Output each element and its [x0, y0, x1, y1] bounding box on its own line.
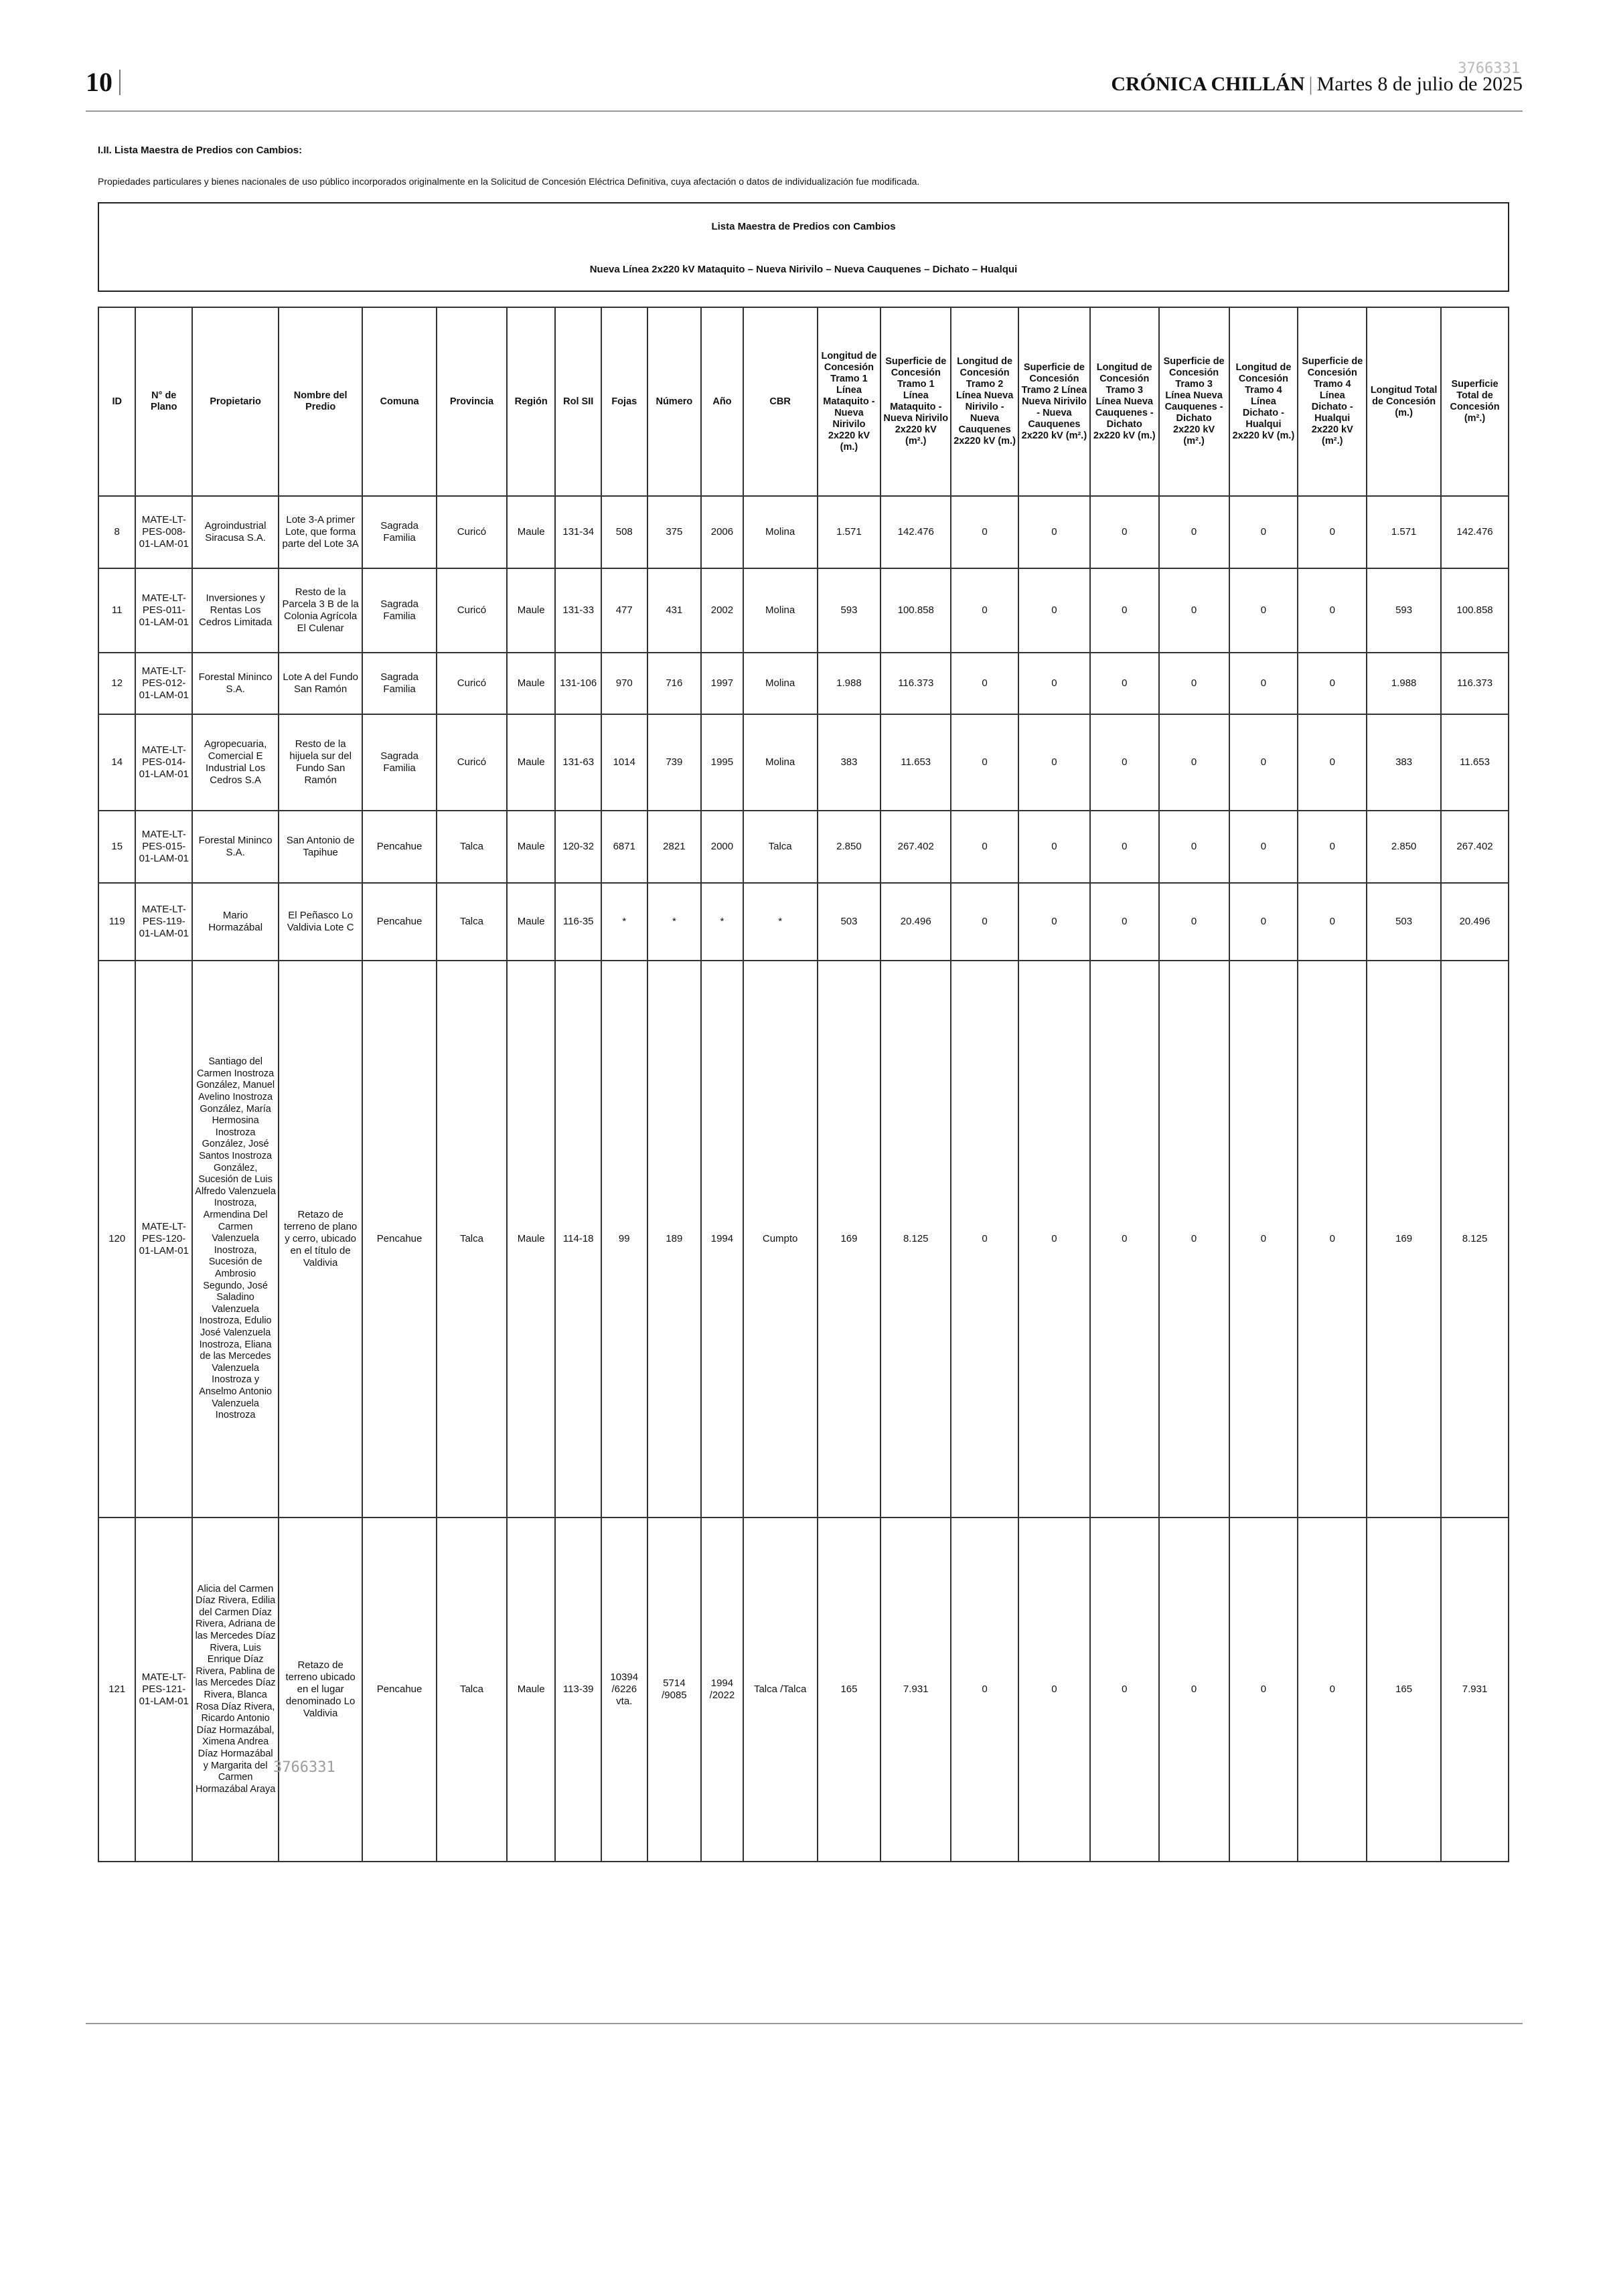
- table-cell: 11.653: [881, 714, 951, 811]
- table-cell: Pencahue: [362, 883, 437, 961]
- table-cell: Sagrada Familia: [362, 714, 437, 811]
- table-cell: Agropecuaria, Comercial E Industrial Los Cedros S.A: [192, 714, 279, 811]
- table-cell: Talca: [743, 811, 818, 883]
- watermark-top: 3766331: [1458, 60, 1520, 77]
- table-cell: 431: [647, 568, 702, 653]
- column-header: Superficie de Concesión Tramo 1 Línea Mataquito - Nueva Nirivilo 2x220 kV (m².): [881, 307, 951, 496]
- column-header: Comuna: [362, 307, 437, 496]
- table-cell: Molina: [743, 496, 818, 568]
- table-cell: 0: [1159, 1518, 1229, 1862]
- table-cell: Maule: [507, 883, 556, 961]
- table-row: [98, 568, 1509, 653]
- table-cell: Maule: [507, 1518, 556, 1862]
- column-header: N° de Plano: [135, 307, 192, 496]
- table-cell: 0: [1298, 811, 1367, 883]
- table-cell: 2.850: [818, 811, 881, 883]
- table-row: [98, 653, 1509, 714]
- table-cell: Talca: [437, 1518, 507, 1862]
- table-cell: 131-63: [555, 714, 601, 811]
- table-row: [98, 961, 1509, 1518]
- table-cell: 0: [1018, 883, 1090, 961]
- table-cell: 0: [1298, 1518, 1367, 1862]
- table-cell: Molina: [743, 653, 818, 714]
- table-cell: 0: [1018, 568, 1090, 653]
- table-cell: Retazo de terreno de plano y cerro, ubicado en el título de Valdivia: [279, 961, 362, 1518]
- table-cell: 189: [647, 961, 702, 1518]
- table-cell: 131-33: [555, 568, 601, 653]
- table-cell: 169: [1367, 961, 1441, 1518]
- table-cell: 0: [1090, 961, 1159, 1518]
- table-cell: 0: [1018, 961, 1090, 1518]
- publication-date: Martes 8 de julio de 2025: [1316, 73, 1523, 95]
- table-cell: Pencahue: [362, 1518, 437, 1862]
- table-subtitle: Nueva Línea 2x220 kV Mataquito – Nueva Nirivilo – Nueva Cauquenes – Dichato – Hualqui: [589, 264, 1018, 275]
- section-title: I.II. Lista Maestra de Predios con Cambios:: [98, 145, 303, 156]
- table-cell: 131-34: [555, 496, 601, 568]
- column-header: Longitud Total de Concesión (m.): [1367, 307, 1441, 496]
- table-cell: Curicó: [437, 568, 507, 653]
- table-cell: 0: [1090, 714, 1159, 811]
- table-cell: 739: [647, 714, 702, 811]
- table-cell: 2006: [701, 496, 743, 568]
- table-cell: Curicó: [437, 653, 507, 714]
- table-cell: 10394 /6226 vta.: [601, 1518, 647, 1862]
- column-header: Longitud de Concesión Tramo 1 Línea Mataquito - Nueva Nirivilo 2x220 kV (m.): [818, 307, 881, 496]
- table-cell: 0: [1090, 496, 1159, 568]
- table-title: Lista Maestra de Predios con Cambios: [711, 221, 896, 232]
- column-header: CBR: [743, 307, 818, 496]
- table-cell: 0: [1159, 653, 1229, 714]
- table-cell: 142.476: [881, 496, 951, 568]
- table-body: [98, 496, 1509, 1862]
- column-header: Rol SII: [555, 307, 601, 496]
- table-cell: Maule: [507, 653, 556, 714]
- table-cell: 1.988: [818, 653, 881, 714]
- header-divider: [119, 70, 121, 95]
- table-cell: Talca: [437, 883, 507, 961]
- table-cell: 267.402: [1441, 811, 1509, 883]
- table-cell: 11.653: [1441, 714, 1509, 811]
- table-cell: *: [601, 883, 647, 961]
- table-cell: 383: [1367, 714, 1441, 811]
- table-row: [98, 883, 1509, 961]
- table-cell: 8.125: [881, 961, 951, 1518]
- table-cell: 0: [951, 496, 1018, 568]
- table-cell: 267.402: [881, 811, 951, 883]
- table-cell: 0: [1159, 883, 1229, 961]
- column-header: Superficie Total de Concesión (m².): [1441, 307, 1509, 496]
- table-row: [98, 496, 1509, 568]
- table-cell: 14: [98, 714, 135, 811]
- table-cell: Talca /Talca: [743, 1518, 818, 1862]
- table-cell: 0: [1090, 811, 1159, 883]
- table-cell: Retazo de terreno ubicado en el lugar denominado Lo Valdivia: [279, 1518, 362, 1862]
- column-header: Superficie de Concesión Tramo 4 Línea Dichato - Hualqui 2x220 kV (m².): [1298, 307, 1367, 496]
- table-cell: Pencahue: [362, 811, 437, 883]
- watermark-overlay: 3766331: [273, 1759, 335, 1776]
- table-cell: 114-18: [555, 961, 601, 1518]
- table-cell: 8: [98, 496, 135, 568]
- table-cell: 99: [601, 961, 647, 1518]
- table-cell: 0: [1229, 811, 1298, 883]
- table-cell: 503: [1367, 883, 1441, 961]
- section-description: Propiedades particulares y bienes nacionales de uso público incorporados originalmente en la Solicitud de Concesión Eléctrica Definitiva, cuya afectación o datos de individualización fue modificada.: [98, 176, 920, 187]
- column-header: Provincia: [437, 307, 507, 496]
- table-cell: 477: [601, 568, 647, 653]
- footer-rule: [86, 2023, 1523, 2024]
- table-cell: 593: [818, 568, 881, 653]
- table-cell: 131-106: [555, 653, 601, 714]
- table-cell: MATE-LT-PES-015-01-LAM-01: [135, 811, 192, 883]
- table-cell: 383: [818, 714, 881, 811]
- table-cell: 0: [1229, 653, 1298, 714]
- table-cell: Alicia del Carmen Díaz Rivera, Edilia del Carmen Díaz Rivera, Adriana de las Mercedes Díaz Rivera, Luis Enrique Díaz Rivera, Pablina de las Mercedes Díaz Rivera, Blanca Rosa Díaz Rivera, Ricardo Antonio Díaz Hormazábal, Ximena Andrea Díaz Hormazábal y Margarita del Carmen Hormazábal Araya: [192, 1518, 279, 1862]
- table-cell: 8.125: [1441, 961, 1509, 1518]
- table-cell: Talca: [437, 961, 507, 1518]
- table-cell: *: [647, 883, 702, 961]
- table-cell: Curicó: [437, 496, 507, 568]
- table-title-box: [98, 202, 1509, 292]
- table-cell: 169: [818, 961, 881, 1518]
- table-cell: 716: [647, 653, 702, 714]
- table-cell: *: [701, 883, 743, 961]
- table-cell: Resto de la Parcela 3 B de la Colonia Agrícola El Culenar: [279, 568, 362, 653]
- table-cell: 116-35: [555, 883, 601, 961]
- header-rule: [86, 110, 1523, 112]
- table-row: [98, 714, 1509, 811]
- table-cell: 0: [1229, 883, 1298, 961]
- table-cell: 1.571: [818, 496, 881, 568]
- header-separator: |: [1308, 73, 1313, 95]
- table-header-row: [98, 307, 1509, 496]
- table-cell: 0: [1018, 653, 1090, 714]
- column-header: Longitud de Concesión Tramo 4 Línea Dichato - Hualqui 2x220 kV (m.): [1229, 307, 1298, 496]
- table-cell: Agroindustrial Siracusa S.A.: [192, 496, 279, 568]
- table-cell: 2000: [701, 811, 743, 883]
- table-cell: 12: [98, 653, 135, 714]
- table-cell: 0: [1159, 568, 1229, 653]
- table-cell: MATE-LT-PES-121-01-LAM-01: [135, 1518, 192, 1862]
- table-cell: 0: [1090, 883, 1159, 961]
- table-cell: Maule: [507, 811, 556, 883]
- table-cell: 0: [1298, 568, 1367, 653]
- table-cell: 0: [1159, 714, 1229, 811]
- table-cell: Sagrada Familia: [362, 568, 437, 653]
- table-cell: 11: [98, 568, 135, 653]
- table-cell: 1997: [701, 653, 743, 714]
- table-cell: 0: [951, 653, 1018, 714]
- table-cell: 0: [1298, 883, 1367, 961]
- table-cell: Curicó: [437, 714, 507, 811]
- column-header: Superficie de Concesión Tramo 3 Línea Nueva Cauquenes - Dichato 2x220 kV (m².): [1159, 307, 1229, 496]
- table-cell: 0: [1229, 568, 1298, 653]
- column-header: Año: [701, 307, 743, 496]
- table-cell: 0: [1018, 496, 1090, 568]
- column-header: Longitud de Concesión Tramo 3 Línea Nueva Cauquenes - Dichato 2x220 kV (m.): [1090, 307, 1159, 496]
- table-cell: Mario Hormazábal: [192, 883, 279, 961]
- table-cell: 0: [951, 961, 1018, 1518]
- table-cell: 0: [1229, 714, 1298, 811]
- column-header: Fojas: [601, 307, 647, 496]
- table-cell: 0: [951, 714, 1018, 811]
- table-cell: 119: [98, 883, 135, 961]
- table-cell: 7.931: [1441, 1518, 1509, 1862]
- table-cell: Resto de la hijuela sur del Fundo San Ramón: [279, 714, 362, 811]
- table-cell: Lote 3-A primer Lote, que forma parte del Lote 3A: [279, 496, 362, 568]
- table-cell: *: [743, 883, 818, 961]
- publication-info: [1111, 71, 1523, 98]
- table-cell: 1.571: [1367, 496, 1441, 568]
- table-cell: 2.850: [1367, 811, 1441, 883]
- table-row: [98, 1518, 1509, 1862]
- table-cell: 120: [98, 961, 135, 1518]
- table-cell: Pencahue: [362, 961, 437, 1518]
- table-cell: El Peñasco Lo Valdivia Lote C: [279, 883, 362, 961]
- table-cell: MATE-LT-PES-014-01-LAM-01: [135, 714, 192, 811]
- table-cell: 508: [601, 496, 647, 568]
- table-cell: 970: [601, 653, 647, 714]
- table-cell: 0: [1090, 568, 1159, 653]
- table-cell: Maule: [507, 568, 556, 653]
- table-cell: Sagrada Familia: [362, 653, 437, 714]
- table-cell: Maule: [507, 714, 556, 811]
- page-number: 10: [86, 67, 112, 97]
- table-cell: 0: [1090, 1518, 1159, 1862]
- publication-name: CRÓNICA CHILLÁN: [1111, 73, 1305, 95]
- table-cell: 0: [1298, 961, 1367, 1518]
- table-cell: 120-32: [555, 811, 601, 883]
- table-cell: 0: [1018, 1518, 1090, 1862]
- table-cell: San Antonio de Tapihue: [279, 811, 362, 883]
- table-cell: 6871: [601, 811, 647, 883]
- table-cell: 0: [1298, 653, 1367, 714]
- table-cell: 20.496: [1441, 883, 1509, 961]
- table-cell: 0: [951, 883, 1018, 961]
- table-cell: 15: [98, 811, 135, 883]
- table-cell: 0: [951, 1518, 1018, 1862]
- table-cell: 116.373: [881, 653, 951, 714]
- table-cell: 0: [1298, 496, 1367, 568]
- table-cell: Molina: [743, 568, 818, 653]
- table-cell: 2002: [701, 568, 743, 653]
- table-cell: 0: [1229, 1518, 1298, 1862]
- table-cell: Molina: [743, 714, 818, 811]
- table-cell: 375: [647, 496, 702, 568]
- table-row: [98, 811, 1509, 883]
- table-cell: 1994 /2022: [701, 1518, 743, 1862]
- table-cell: 0: [1229, 496, 1298, 568]
- table-cell: Inversiones y Rentas Los Cedros Limitada: [192, 568, 279, 653]
- table-cell: 0: [1298, 714, 1367, 811]
- table-cell: 0: [1159, 811, 1229, 883]
- table-cell: 20.496: [881, 883, 951, 961]
- table-cell: Sagrada Familia: [362, 496, 437, 568]
- column-header: Superficie de Concesión Tramo 2 Línea Nueva Nirivilo - Nueva Cauquenes 2x220 kV (m².): [1018, 307, 1090, 496]
- table-cell: 7.931: [881, 1518, 951, 1862]
- table-cell: Forestal Mininco S.A.: [192, 811, 279, 883]
- table-cell: 0: [1018, 714, 1090, 811]
- table-cell: MATE-LT-PES-011-01-LAM-01: [135, 568, 192, 653]
- table-cell: Forestal Mininco S.A.: [192, 653, 279, 714]
- table-cell: MATE-LT-PES-120-01-LAM-01: [135, 961, 192, 1518]
- column-header: Propietario: [192, 307, 279, 496]
- table-cell: 593: [1367, 568, 1441, 653]
- table-cell: 0: [1159, 961, 1229, 1518]
- table-cell: 0: [1159, 496, 1229, 568]
- table-cell: 165: [818, 1518, 881, 1862]
- table-cell: 165: [1367, 1518, 1441, 1862]
- table-cell: Talca: [437, 811, 507, 883]
- table-cell: Santiago del Carmen Inostroza González, Manuel Avelino Inostroza González, María Hermosina Inostroza González, José Santos Inostroza González, Sucesión de Luis Alfredo Valenzuela Inostroza, Armendina Del Carmen Valenzuela Inostroza, Sucesión de Ambrosio Segundo, José Saladino Valenzuela Inostroza, Edulio José Valenzuela Inostroza, Eliana de las Mercedes Valenzuela Inostroza y Anselmo Antonio Valenzuela Inostroza: [192, 961, 279, 1518]
- table-cell: Lote A del Fundo San Ramón: [279, 653, 362, 714]
- table-cell: 0: [1090, 653, 1159, 714]
- table-cell: Maule: [507, 961, 556, 1518]
- column-header: Longitud de Concesión Tramo 2 Línea Nueva Nirivilo - Nueva Cauquenes 2x220 kV (m.): [951, 307, 1018, 496]
- table-cell: 0: [1229, 961, 1298, 1518]
- column-header: Número: [647, 307, 702, 496]
- table-cell: Maule: [507, 496, 556, 568]
- table-cell: 1.988: [1367, 653, 1441, 714]
- table-cell: MATE-LT-PES-012-01-LAM-01: [135, 653, 192, 714]
- table-cell: 0: [1018, 811, 1090, 883]
- table-cell: 1014: [601, 714, 647, 811]
- table-cell: 121: [98, 1518, 135, 1862]
- table-cell: 1995: [701, 714, 743, 811]
- table-cell: 2821: [647, 811, 702, 883]
- table-cell: 503: [818, 883, 881, 961]
- table-cell: Cumpto: [743, 961, 818, 1518]
- table-cell: 113-39: [555, 1518, 601, 1862]
- table-cell: 116.373: [1441, 653, 1509, 714]
- column-header: Nombre del Predio: [279, 307, 362, 496]
- column-header: ID: [98, 307, 135, 496]
- table-cell: 0: [951, 811, 1018, 883]
- table-cell: MATE-LT-PES-119-01-LAM-01: [135, 883, 192, 961]
- table-cell: 5714 /9085: [647, 1518, 702, 1862]
- table-cell: 100.858: [1441, 568, 1509, 653]
- column-header: Región: [507, 307, 556, 496]
- master-properties-table: [98, 307, 1509, 1862]
- table-cell: 100.858: [881, 568, 951, 653]
- table-cell: MATE-LT-PES-008-01-LAM-01: [135, 496, 192, 568]
- page-header: [86, 60, 1523, 112]
- table-cell: 142.476: [1441, 496, 1509, 568]
- table-cell: 1994: [701, 961, 743, 1518]
- table-cell: 0: [951, 568, 1018, 653]
